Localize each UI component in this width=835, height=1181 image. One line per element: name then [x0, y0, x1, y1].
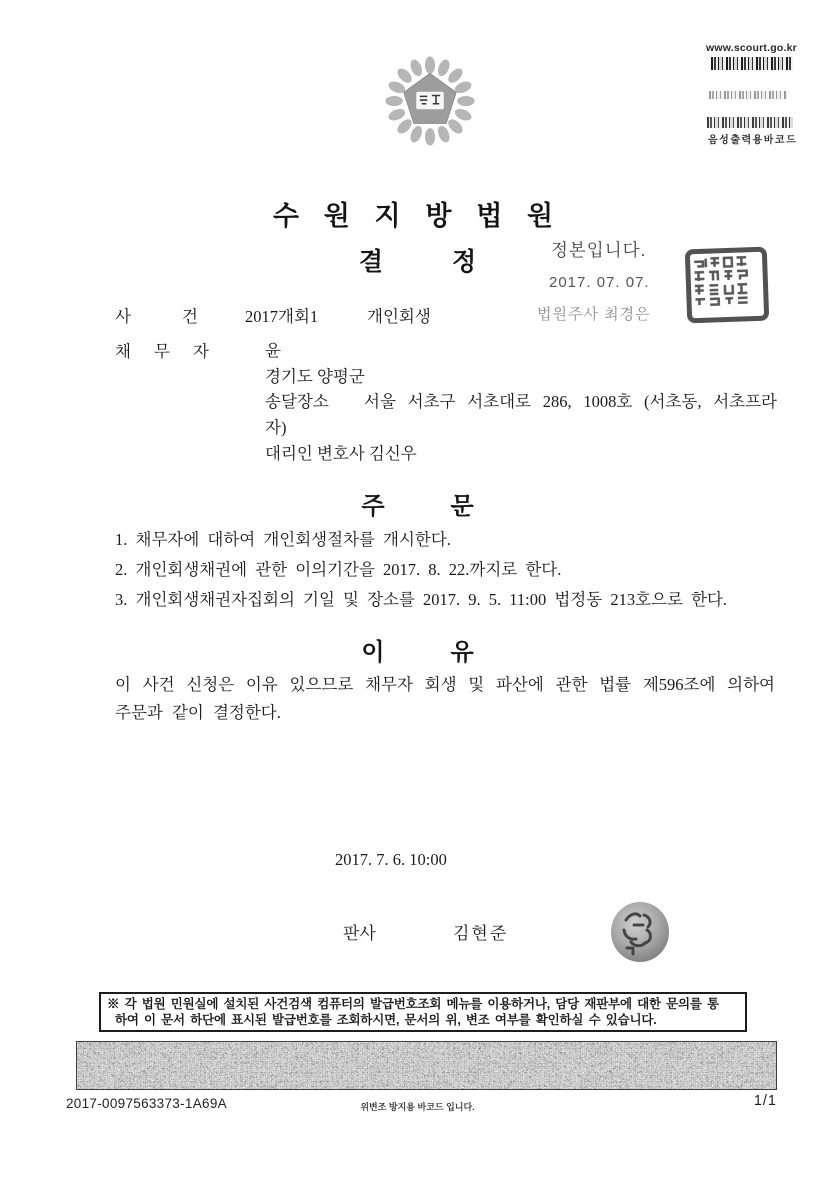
certification-date: 2017. 07. 07. [549, 274, 650, 291]
order-items [115, 525, 780, 615]
barcode-caption: 위변조 방지용 바코드 입니다. [360, 1102, 475, 1112]
order-section-heading [0, 486, 835, 521]
page-indicator: 1/1 [753, 1093, 777, 1109]
verification-notice-box [99, 992, 747, 1032]
court-website-url: www.scourt.go.kr [706, 42, 797, 54]
case-type: 개인회생 [367, 307, 431, 326]
order-item-1: 1. 채무자에 대하여 개인회생절차를 개시한다. [115, 530, 451, 549]
reason-line1: 이 사건 신청은 이유 있으므로 채무자 회생 및 파산에 관한 법률 제596조에 의하여 [115, 675, 775, 694]
debtor-representative: 대리인 변호사 김신우 [265, 443, 417, 463]
case-number: 2017개회1 [245, 307, 319, 326]
court-clerk-name: 법원주사 최경은 [537, 306, 651, 323]
reason-section-heading [0, 632, 835, 667]
judge-name: 김현준 [453, 924, 509, 943]
judge-round-seal [611, 902, 669, 962]
order-item-3: 3. 개인회생채권자집회의 기일 및 장소를 2017. 9. 5. 11:00 법정동 213호으로 한다. [115, 590, 728, 609]
court-emblem-logo [384, 50, 476, 152]
document-issue-number: 2017-0097563373-1A69A [66, 1096, 227, 1111]
debtor-service-address-line1: 송달장소 서울 서초구 서초대로 286, 1008호 (서초동, 서초프라 [265, 392, 777, 412]
voice-barcode-label: 음성출력용바코드 [708, 135, 798, 146]
debtor-address: 경기도 양평군 [265, 366, 365, 386]
order-heading-char1: 주 [361, 494, 385, 520]
reason-body [115, 671, 775, 726]
judge-title: 판사 [343, 924, 376, 943]
certified-copy-statement: 정본입니다. [551, 240, 647, 260]
debtor-details [265, 338, 777, 467]
reason-line2: 주문과 같이 결정한다. [115, 702, 281, 722]
case-label: 사건 [115, 307, 249, 326]
doc-type-char2: 정 [452, 249, 477, 276]
debtor-label: 채무자 [115, 342, 232, 361]
doc-type-char1: 결 [358, 249, 383, 276]
reason-heading-char1: 이 [361, 640, 385, 666]
notice-line1: ※ 각 법원 민원실에 설치된 사건검색 컴퓨터의 발급번호조회 메뉴를 이용하거나, 담당 재판부에 대한 문의를 통 [107, 997, 719, 1011]
decision-datetime: 2017. 7. 6. 10:00 [335, 850, 447, 869]
order-heading-char2: 문 [450, 494, 474, 520]
debtor-service-address-line2: 자) [265, 418, 287, 438]
anti-forgery-barcode-band [76, 1041, 777, 1090]
court-square-seal [685, 247, 770, 324]
debtor-name: 윤 [265, 341, 281, 360]
order-item-2: 2. 개인회생채권에 관한 이의기간을 2017. 8. 22.까지로 한다. [115, 560, 562, 579]
barcode-strip-top [711, 57, 793, 70]
notice-line2: 하여 이 문서 하단에 표시된 발급번호를 조회하시면, 문서의 위, 변조 여부를 확인하실 수 있습니다. [115, 1012, 657, 1027]
reason-heading-char2: 유 [450, 640, 474, 666]
barcode-strip-voice [707, 117, 793, 128]
barcode-strip-middle [709, 91, 787, 99]
court-name-title: 수 원 지 방 법 원 [272, 201, 563, 231]
